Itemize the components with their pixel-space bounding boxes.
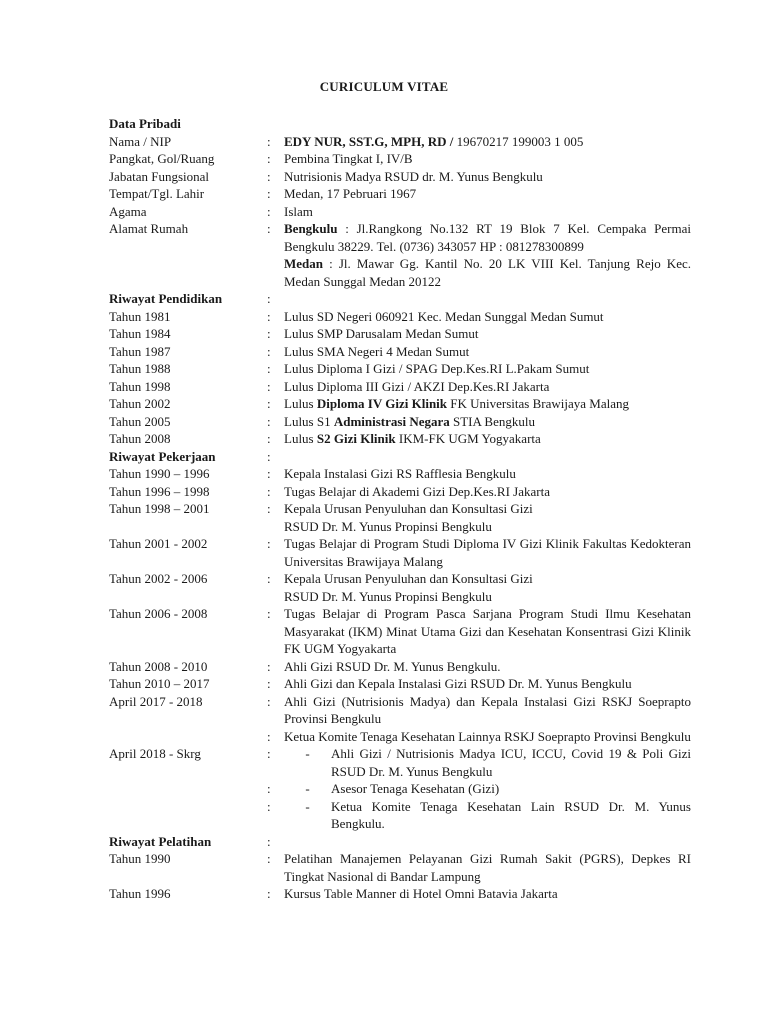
item-text: Ahli Gizi dan Kepala Instalasi Gizi RSUD Dr. M. Yunus Bengkulu xyxy=(284,676,632,691)
colon: : xyxy=(267,343,271,359)
item-text: Kursus Table Manner di Hotel Omni Batavia Jakarta xyxy=(284,886,558,901)
colon: : xyxy=(267,833,271,849)
dash-marker: - xyxy=(305,798,310,814)
list-item xyxy=(109,780,691,798)
colon: : xyxy=(267,291,271,306)
degree-bold: Administrasi Negara xyxy=(333,413,450,429)
city-bold: Bengkulu xyxy=(284,221,338,236)
year-label: Tahun 2002 xyxy=(109,396,171,411)
text-pre: Lulus S1 xyxy=(284,413,334,429)
list-item xyxy=(109,483,691,501)
colon: : xyxy=(267,781,271,796)
year-label: April 2018 - Skrg xyxy=(109,746,201,761)
year-label: Tahun 1990 – 1996 xyxy=(109,466,210,481)
item-text: Kepala Instalasi Gizi RS Rafflesia Bengkulu xyxy=(284,466,516,481)
list-item xyxy=(109,535,691,570)
section-heading: Data Pribadi xyxy=(109,116,181,131)
list-item xyxy=(109,885,691,903)
field-label: Jabatan Fungsional xyxy=(109,168,210,184)
year-label: Tahun 2001 - 2002 xyxy=(109,536,208,551)
dash-item xyxy=(284,745,691,780)
list-item xyxy=(109,745,691,780)
colon: : xyxy=(267,746,271,761)
list-item xyxy=(109,395,691,413)
colon: : xyxy=(267,606,271,621)
name-bold: EDY NUR, SST.G, MPH, RD / xyxy=(284,133,454,149)
item-line: Kepala Urusan Penyuluhan dan Konsultasi Gizi xyxy=(284,571,533,586)
item-text xyxy=(284,500,691,535)
field-value xyxy=(284,133,691,151)
field-label: Tempat/Tgl. Lahir xyxy=(109,186,205,201)
colon: : xyxy=(267,378,271,394)
list-item xyxy=(109,343,691,361)
field-label: Alamat Rumah xyxy=(109,221,189,236)
year-label: April 2017 - 2018 xyxy=(109,693,203,709)
colon: : xyxy=(267,501,271,516)
list-item xyxy=(109,850,691,885)
city-bold: Medan xyxy=(284,256,323,271)
colon: : xyxy=(267,203,271,219)
item-text: Lulus Diploma I Gizi / SPAG Dep.Kes.RI L.Pakam Sumut xyxy=(284,361,590,376)
item-text: Tugas Belajar di Program Pasca Sarjana Program Studi Ilmu Kesehatan Masyarakat (IKM) Minat Utama Gizi dan Kesehatan Konsentrasi Gizi Klinik FK UGM Yogyakarta xyxy=(284,606,691,656)
text-post: IKM-FK UGM Yogyakarta xyxy=(395,431,541,446)
text-post: STIA Bengkulu xyxy=(449,413,535,429)
list-item xyxy=(109,308,691,326)
item-text: Ketua Komite Tenaga Kesehatan Lainnya RSKJ Soeprapto Provinsi Bengkulu xyxy=(284,728,691,744)
year-label: Tahun 2010 – 2017 xyxy=(109,676,210,691)
address-text: : Jl.Rangkong No.132 RT 19 Blok 7 Kel. Cempaka Permai Bengkulu 38229. Tel. (0736) 343057 HP : 081278300899 xyxy=(284,221,691,254)
list-item xyxy=(109,570,691,605)
degree-bold: S2 Gizi Klinik xyxy=(316,431,396,446)
colon: : xyxy=(267,728,271,744)
year-label: Tahun 1990 xyxy=(109,851,171,866)
year-label: Tahun 1984 xyxy=(109,326,171,341)
list-item xyxy=(109,658,691,676)
item-text: Lulus SMA Negeri 4 Medan Sumut xyxy=(284,343,470,359)
item-text xyxy=(284,430,691,448)
colon: : xyxy=(267,571,271,586)
degree-bold: Diploma IV Gizi Klinik xyxy=(316,396,448,411)
year-label: Tahun 2005 xyxy=(109,413,171,429)
field-agama xyxy=(109,203,691,221)
colon: : xyxy=(267,676,271,691)
dash-marker: - xyxy=(305,781,310,796)
colon: : xyxy=(267,466,271,481)
field-value: Nutrisionis Madya RSUD dr. M. Yunus Bengkulu xyxy=(284,168,543,184)
item-line: Kepala Urusan Penyuluhan dan Konsultasi Gizi xyxy=(284,501,533,516)
field-pangkat xyxy=(109,150,691,168)
document-title: CURICULUM VITAE xyxy=(319,79,449,94)
colon: : xyxy=(267,536,271,551)
dash-item xyxy=(284,798,691,833)
item-text: Lulus Diploma III Gizi / AKZI Dep.Kes.RI Jakarta xyxy=(284,378,550,394)
colon: : xyxy=(267,133,271,149)
section-data-pribadi xyxy=(109,115,691,133)
item-text: Tugas Belajar di Akademi Gizi Dep.Kes.RI Jakarta xyxy=(284,483,550,499)
list-item xyxy=(109,325,691,343)
dash-item xyxy=(284,780,691,798)
year-label: Tahun 1996 xyxy=(109,886,171,901)
year-label: Tahun 2006 - 2008 xyxy=(109,606,208,621)
colon: : xyxy=(267,186,271,201)
colon: : xyxy=(267,448,271,464)
colon: : xyxy=(267,413,271,429)
list-item xyxy=(109,378,691,396)
cv-content xyxy=(109,115,691,903)
item-text: Asesor Tenaga Kesehatan (Gizi) xyxy=(331,781,500,796)
item-text: Ahli Gizi RSUD Dr. M. Yunus Bengkulu. xyxy=(284,658,501,674)
list-item xyxy=(109,675,691,693)
field-label: Agama xyxy=(109,203,147,219)
section-heading: Riwayat Pekerjaan xyxy=(109,448,216,464)
field-alamat xyxy=(109,220,691,290)
colon: : xyxy=(267,396,271,411)
colon: : xyxy=(267,886,271,901)
section-heading: Riwayat Pelatihan xyxy=(109,833,212,849)
field-value: Medan, 17 Pebruari 1967 xyxy=(284,186,417,201)
colon: : xyxy=(267,361,271,376)
list-item xyxy=(109,360,691,378)
colon: : xyxy=(267,851,271,866)
item-text: Ahli Gizi (Nutrisionis Madya) dan Kepala Instalasi Gizi RSKJ Soeprapto Provinsi Bengkulu xyxy=(284,693,691,726)
field-value: Pembina Tingkat I, IV/B xyxy=(284,151,413,166)
list-item xyxy=(109,798,691,833)
year-label: Tahun 1996 – 1998 xyxy=(109,483,210,499)
list-item xyxy=(109,465,691,483)
colon: : xyxy=(267,221,271,236)
colon: : xyxy=(267,798,271,814)
dash-marker: - xyxy=(305,746,310,761)
item-text xyxy=(284,413,691,431)
item-text: Tugas Belajar di Program Studi Diploma IV Gizi Klinik Fakultas Kedokteran Universitas Brawijaya Malang xyxy=(284,536,691,569)
item-line: RSUD Dr. M. Yunus Propinsi Bengkulu xyxy=(284,588,492,604)
list-item xyxy=(109,693,691,728)
year-label: Tahun 2008 - 2010 xyxy=(109,658,208,674)
nip-value: 19670217 199003 1 005 xyxy=(453,133,584,149)
field-label: Nama / NIP xyxy=(109,133,172,149)
text-pre: Lulus xyxy=(284,396,317,411)
colon: : xyxy=(267,658,271,674)
item-line: RSUD Dr. M. Yunus Propinsi Bengkulu xyxy=(284,518,492,534)
year-label: Tahun 1998 – 2001 xyxy=(109,501,210,516)
year-label: Tahun 2008 xyxy=(109,431,171,446)
address-text: : Jl. Mawar Gg. Kantil No. 20 LK VIII Kel. Tanjung Rejo Kec. Medan Sunggal Medan 20122 xyxy=(284,256,691,289)
address-medan xyxy=(284,255,691,290)
item-text xyxy=(284,570,691,605)
field-nama xyxy=(109,133,691,151)
section-pekerjaan xyxy=(109,448,691,466)
item-text: Ahli Gizi / Nutrisionis Madya ICU, ICCU, Covid 19 & Poli Gizi RSUD Dr. M. Yunus Bengkulu xyxy=(331,746,691,779)
text-post: FK Universitas Brawijaya Malang xyxy=(447,396,629,411)
field-value: Islam xyxy=(284,203,313,219)
year-label: Tahun 1987 xyxy=(109,343,171,359)
colon: : xyxy=(267,693,271,709)
list-item xyxy=(109,430,691,448)
item-text: Lulus SMP Darusalam Medan Sumut xyxy=(284,326,479,341)
field-value xyxy=(284,220,691,290)
colon: : xyxy=(267,431,271,446)
section-pendidikan xyxy=(109,290,691,308)
field-jabatan xyxy=(109,168,691,186)
field-ttl xyxy=(109,185,691,203)
item-text: Pelatihan Manajemen Pelayanan Gizi Rumah Sakit (PGRS), Depkes RI Tingkat Nasional di Bandar Lampung xyxy=(284,851,691,884)
field-label: Pangkat, Gol/Ruang xyxy=(109,151,215,166)
year-label: Tahun 1981 xyxy=(109,308,171,324)
year-label: Tahun 1998 xyxy=(109,378,171,394)
item-text: Lulus SD Negeri 060921 Kec. Medan Sunggal Medan Sumut xyxy=(284,308,604,324)
colon: : xyxy=(267,168,271,184)
item-text: Ketua Komite Tenaga Kesehatan Lain RSUD Dr. M. Yunus Bengkulu. xyxy=(331,798,691,831)
year-label: Tahun 1988 xyxy=(109,361,171,376)
section-pelatihan xyxy=(109,833,691,851)
list-item xyxy=(109,500,691,535)
list-item xyxy=(109,413,691,431)
colon: : xyxy=(267,308,271,324)
year-label: Tahun 2002 - 2006 xyxy=(109,571,208,586)
list-item xyxy=(109,605,691,658)
colon: : xyxy=(267,151,271,166)
list-item xyxy=(109,728,691,746)
section-heading: Riwayat Pendidikan xyxy=(109,291,223,306)
item-text xyxy=(284,395,691,413)
colon: : xyxy=(267,326,271,341)
colon: : xyxy=(267,483,271,499)
text-pre: Lulus xyxy=(284,431,317,446)
address-bengkulu xyxy=(284,220,691,255)
